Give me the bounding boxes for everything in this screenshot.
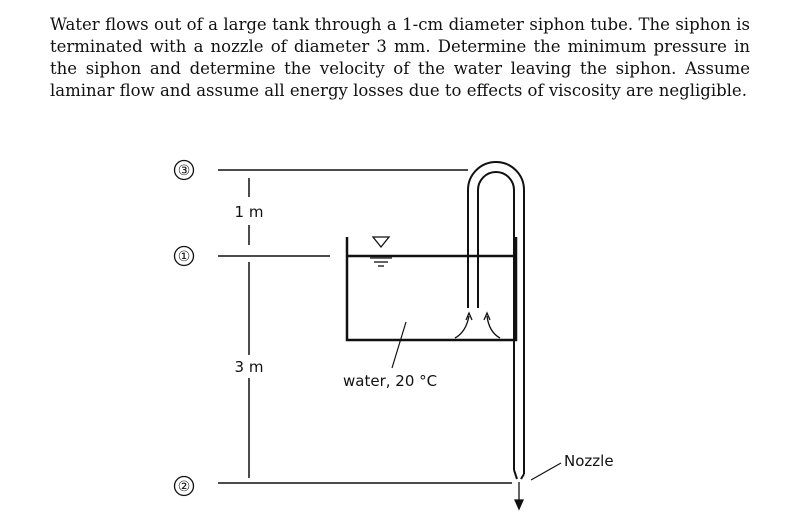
dim-label-upper: 1 m [234, 203, 264, 221]
tank [347, 237, 516, 340]
svg-text:③: ③ [177, 163, 191, 179]
tank-label: water, 20 °C [343, 372, 438, 390]
inlet-flow-arrows [455, 313, 500, 338]
marker-2 [175, 477, 194, 496]
nozzle-label: Nozzle [564, 452, 614, 470]
svg-text:①: ① [177, 249, 191, 265]
dim-label-lower: 3 m [234, 358, 264, 376]
exit-flow-arrow [515, 482, 523, 509]
nozzle-leader-line [531, 463, 561, 480]
water-leader-line [392, 322, 406, 368]
problem-statement: Water flows out of a large tank through a 1-cm diameter siphon tube. The siphon is terminated with a nozzle of diameter 3 mm. Determine the minimum pressure in the siphon and determine the velocity of the water leaving the siphon. Assume laminar flow and assume all energy losses due to effects of viscosity are negligible. [50, 15, 750, 100]
free-surface-icon [370, 237, 392, 266]
marker-3 [175, 161, 194, 180]
marker-1 [175, 247, 194, 266]
svg-text:②: ② [177, 479, 191, 495]
